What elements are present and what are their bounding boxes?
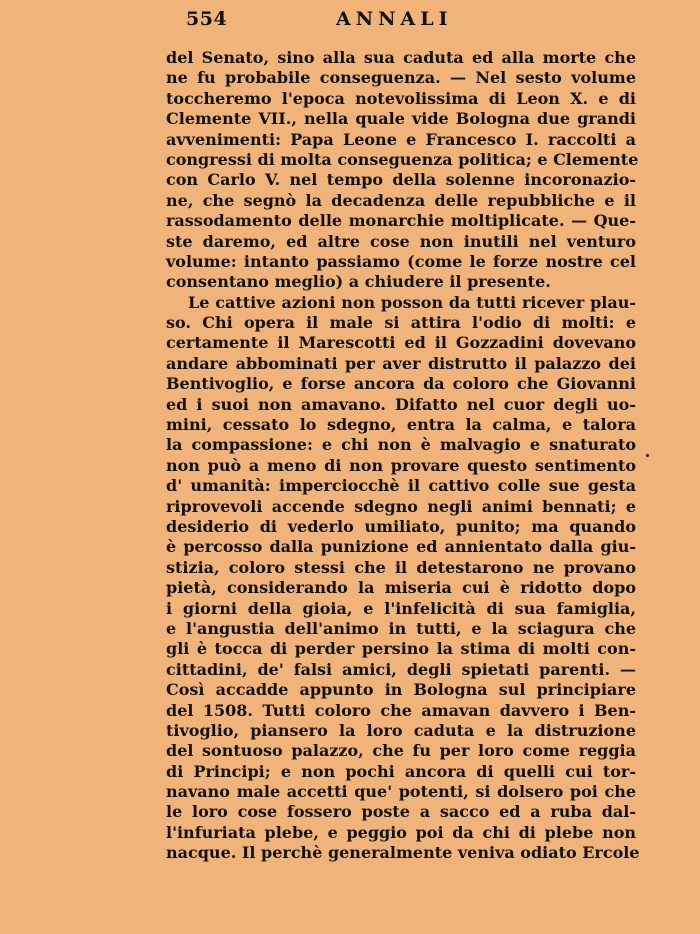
text-line: navano male accetti que' potenti, si dolsero poi che xyxy=(166,782,636,802)
text-line: ne fu probabile conseguenza. — Nel sesto volume xyxy=(166,68,636,88)
text-line: i giorni della gioia, e l'infelicità di sua famiglia, xyxy=(166,598,636,618)
text-line: mini, cessato lo sdegno, entra la calma, e talora xyxy=(166,415,636,435)
text-line: d' umanità: imperciocchè il cattivo colle sue gesta xyxy=(166,476,636,496)
text-line: l'infuriata plebe, e peggio poi da chi di plebe non xyxy=(166,822,636,842)
text-line: le loro cose fossero poste a sacco ed a ruba dal- xyxy=(166,802,636,822)
text-line: di Principi; e non pochi ancora di quelli cui tor- xyxy=(166,761,636,781)
text-line: cittadini, de' falsi amici, degli spietati parenti. — xyxy=(166,659,636,679)
text-line: del Senato, sino alla sua caduta ed alla morte che xyxy=(166,48,636,67)
text-line: ste daremo, ed altre cose non inutili nel venturo xyxy=(166,231,636,251)
text-line: so. Chi opera il male si attira l'odio di molti: e xyxy=(166,313,636,333)
text-line: Clemente VII., nella quale vide Bologna due grandi xyxy=(166,109,636,129)
text-line: rassodamento delle monarchie moltiplicate. — Que- xyxy=(166,211,636,231)
text-line: la compassione: e chi non è malvagio e snaturato xyxy=(166,435,636,455)
ink-speck xyxy=(646,454,649,457)
page-number: 554 xyxy=(186,8,228,30)
text-line: pietà, considerando la miseria cui è ridotto dopo xyxy=(166,578,636,598)
text-line: certamente il Marescotti ed il Gozzadini dovevano xyxy=(166,333,636,353)
text-line: non può a meno di non provare questo sentimento xyxy=(166,455,636,475)
text-line: stizia, coloro stessi che il detestarono ne provano xyxy=(166,557,636,577)
text-line: Così accadde appunto in Bologna sul principiare xyxy=(166,680,636,700)
page-header xyxy=(0,8,700,34)
running-title: ANNALI xyxy=(336,8,453,30)
text-line: avvenimenti: Papa Leone e Francesco I. raccolti a xyxy=(166,129,636,149)
paragraph-last-line: consentano meglio) a chiudere il presente. xyxy=(166,272,551,292)
body-text xyxy=(166,48,640,864)
text-line: con Carlo V. nel tempo della solenne incoronazio- xyxy=(166,170,636,190)
text-line: e l'angustia dell'animo in tutti, e la sciagura che xyxy=(166,618,636,638)
text-line: del sontuoso palazzo, che fu per loro come reggia xyxy=(166,741,636,761)
text-line: del 1508. Tutti coloro che amavan davvero i Ben- xyxy=(166,700,636,720)
paragraph-first-line: Le cattive azioni non posson da tutti ricever plau- xyxy=(188,292,636,312)
text-line: congressi di molta conseguenza politica; e Clemente xyxy=(166,149,639,169)
text-line: è percosso dalla punizione ed annientato dalla giu- xyxy=(166,537,636,557)
text-line: toccheremo l'epoca notevolissima di Leon X. e di xyxy=(166,88,636,108)
text-line: nacque. Il perchè generalmente veniva odiato Ercole xyxy=(166,843,640,863)
text-line: volume: intanto passiamo (come le forze nostre cel xyxy=(166,251,636,271)
text-line: Bentivoglio, e forse ancora da coloro che Giovanni xyxy=(166,374,636,394)
text-line: desiderio di vederlo umiliato, punito; ma quando xyxy=(166,516,636,536)
text-line: andare abbominati per aver distrutto il palazzo dei xyxy=(166,353,636,373)
text-line: ne, che segnò la decadenza delle repubbliche e il xyxy=(166,190,636,210)
text-line: riprovevoli accende sdegno negli animi bennati; e xyxy=(166,496,636,516)
text-line: tivoglio, piansero la loro caduta e la distruzione xyxy=(166,720,636,740)
text-line: gli è tocca di perder persino la stima di molti con- xyxy=(166,639,636,659)
text-line: ed i suoi non amavano. Difatto nel cuor degli uo- xyxy=(166,394,636,414)
